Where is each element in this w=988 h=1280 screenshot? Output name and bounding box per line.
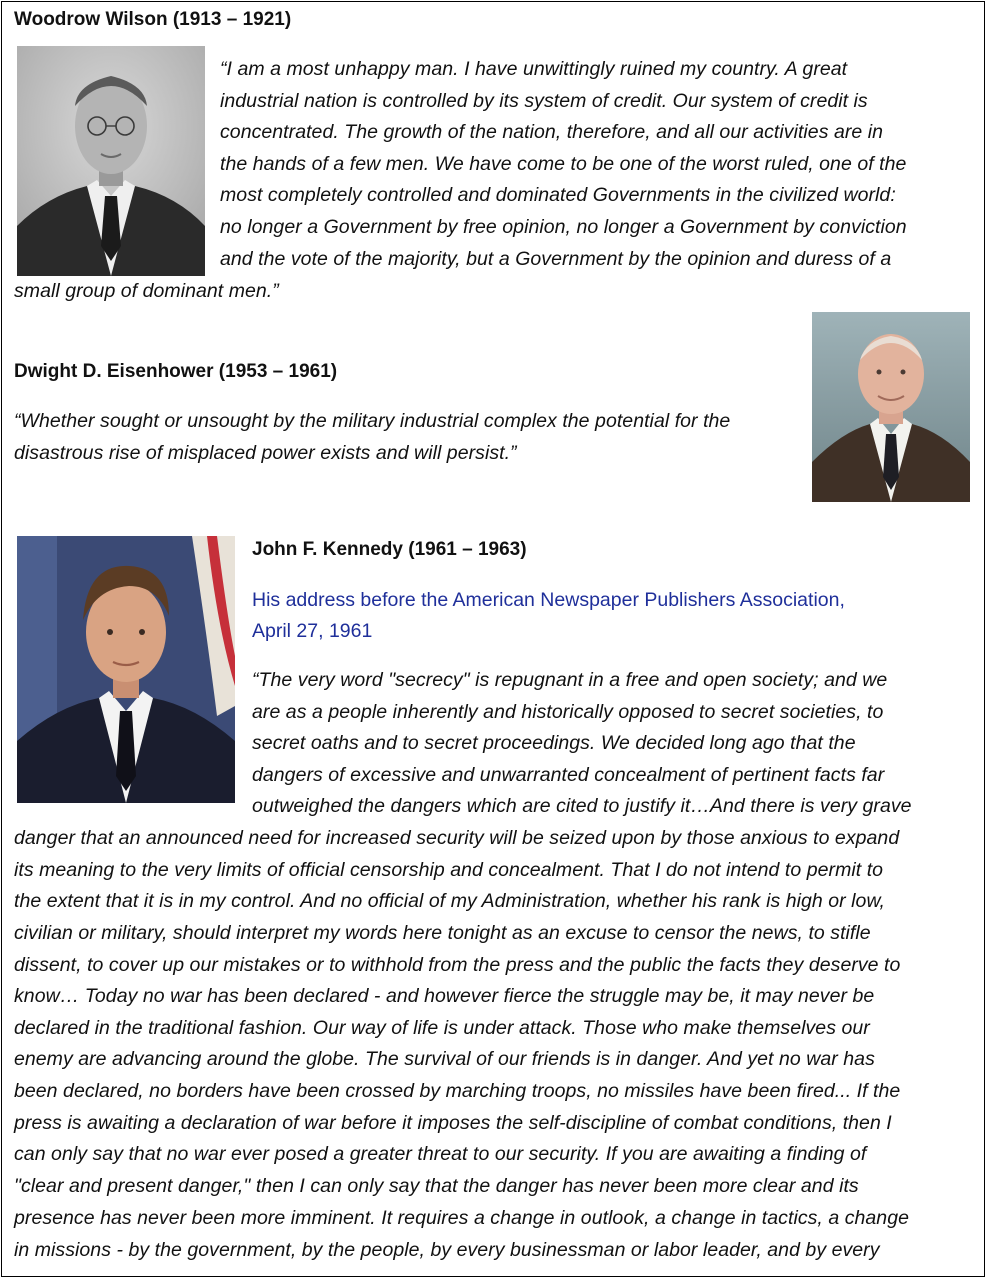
wilson-quote-line-7: and the vote of the majority, but a Government by the opinion and duress of a [220, 248, 892, 270]
kennedy-quote-line-18: presence has never been more imminent. It requires a change in outlook, a change in tactics, a change [14, 1207, 909, 1229]
kennedy-quote-line-9: civilian or military, should interpret my words here tonight as an excuse to censor the news, to stifle [14, 922, 871, 944]
eisenhower-quote-line-2: disastrous rise of misplaced power exists and will persist.” [14, 442, 517, 464]
kennedy-quote-line-16: can only say that no war ever posed a greater threat to our security. If you are awaiting a finding of [14, 1143, 867, 1165]
wilson-quote-line-4: the hands of a few men. We have come to be one of the worst ruled, one of the [220, 153, 907, 175]
eisenhower-portrait [812, 312, 970, 502]
kennedy-quote-line-19: in missions - by the government, by the people, by every businessman or labor leader, and by every [14, 1239, 880, 1261]
kennedy-subtitle-line-1: His address before the American Newspaper Publishers Association, [252, 589, 845, 611]
kennedy-quote-line-15: press is awaiting a declaration of war before it imposes the self-discipline of combat conditions, then I [14, 1112, 892, 1134]
kennedy-quote-line-13: enemy are advancing around the globe. The survival of our friends is in danger. And yet no war has [14, 1048, 875, 1070]
wilson-portrait [17, 46, 205, 276]
wilson-quote-line-5: most completely controlled and dominated Governments in the civilized world: [220, 184, 896, 206]
kennedy-quote-line-6: danger that an announced need for increased security will be seized upon by those anxious to expand [14, 827, 900, 849]
wilson-heading: Woodrow Wilson (1913 – 1921) [14, 9, 292, 30]
wilson-quote-line-2: industrial nation is controlled by its system of credit. Our system of credit is [220, 90, 868, 112]
kennedy-quote-line-2: are as a people inherently and historically opposed to secret societies, to [252, 701, 884, 723]
kennedy-heading: John F. Kennedy (1961 – 1963) [252, 539, 527, 560]
kennedy-quote-line-11: know… Today no war has been declared - and however fierce the struggle may be, it may never be [14, 985, 875, 1007]
kennedy-quote-line-10: dissent, to cover up our mistakes or to withhold from the press and the public the facts they deserve to [14, 954, 901, 976]
kennedy-portrait [17, 536, 235, 803]
wilson-quote-line-3: concentrated. The growth of the nation, therefore, and all our activities are in [220, 121, 884, 143]
kennedy-quote-line-1: “The very word "secrecy" is repugnant in a free and open society; and we [252, 669, 888, 691]
wilson-quote-line-1: “I am a most unhappy man. I have unwittingly ruined my country. A great [220, 58, 848, 80]
eisenhower-quote-line-1: “Whether sought or unsought by the military industrial complex the potential for the [14, 410, 731, 432]
kennedy-quote-line-8: the extent that it is in my control. And no official of my Administration, whether his rank is high or low, [14, 890, 885, 912]
kennedy-quote-line-14: been declared, no borders have been crossed by marching troops, no missiles have been fired... If the [14, 1080, 901, 1102]
kennedy-subtitle-line-2: April 27, 1961 [252, 620, 373, 642]
wilson-quote-line-6: no longer a Government by free opinion, no longer a Government by conviction [220, 216, 907, 238]
kennedy-quote-line-4: dangers of excessive and unwarranted concealment of pertinent facts far [252, 764, 885, 786]
kennedy-quote-line-12: declared in the traditional fashion. Our way of life is under attack. Those who make themselves our [14, 1017, 870, 1039]
kennedy-quote-line-3: secret oaths and to secret proceedings. We decided long ago that the [252, 732, 856, 754]
kennedy-quote-line-5: outweighed the dangers which are cited to justify it…And there is very grave [252, 795, 912, 817]
eisenhower-heading: Dwight D. Eisenhower (1953 – 1961) [14, 361, 338, 382]
kennedy-quote-line-17: "clear and present danger," then I can only say that the danger has never been more clear and its [14, 1175, 859, 1197]
kennedy-quote-line-7: its meaning to the very limits of official censorship and concealment. That I do not intend to permit to [14, 859, 884, 881]
wilson-quote-line-8: small group of dominant men.” [14, 280, 279, 302]
